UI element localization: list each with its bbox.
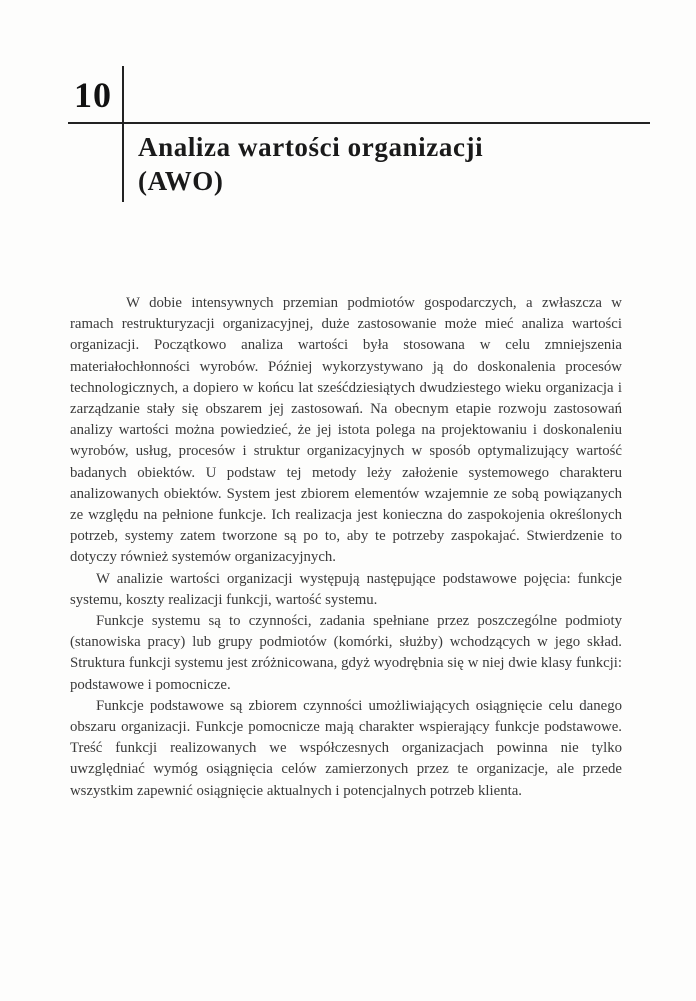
paragraph-2: W analizie wartości organizacji występują następujące podstawowe pojęcia: funkcje systemu, koszty realizacji funkcji, wartość systemu. [70,570,622,608]
chapter-title-line-1: Analiza wartości organizacji [138,132,484,162]
vertical-rule [122,66,124,202]
chapter-title-line-2: (AWO) [138,166,224,196]
paragraph-3: Funkcje systemu są to czynności, zadania spełniane przez poszczególne podmioty (stanowiska pracy) lub grupy podmiotów (komórki, służby) wchodzących w jego skład. Struktura funkcji systemu jest zróżnicowana, gdyż wyodrębnia się w niej dwie klasy funkcji: podstawowe i pomocnicze. [70,613,622,693]
body-text [70,293,622,802]
paragraph-1: W dobie intensywnych przemian podmiotów gospodarczych, a zwłaszcza w ramach restrukturyzacji organizacyjnej, duże zastosowanie może mieć analiza wartości organizacji. Początkowo analiza wartości była stosowana w celu zmniejszenia materiałochłonności wyrobów. Później wykorzystywano ją do doskonalenia procesów technologicznych, a dopiero w końcu lat sześćdziesiątych dwudziestego wieku organizacja i zarządzanie stały się obszarem jej zastosowań. Na obecnym etapie rozwoju zastosowań analizy wartości można powiedzieć, że jej istota polega na projektowaniu i doskonaleniu wyrobów, usług, procesów i struktur organizacyjnych w sposób optymalizujący wartość badanych obiektów. U podstaw tej metody leży założenie systemowego charakteru analizowanych obiektów. System jest zbiorem elementów wzajemnie ze sobą powiązanych ze względu na pełnione funkcje. Ich realizacja jest konieczna do zaspokojenia określonych potrzeb, systemy zatem tworzone są po to, aby te potrzeby zaspokajać. Stwierdzenie to dotyczy również systemów organizacyjnych. [70,295,622,566]
chapter-title [138,130,483,198]
chapter-number: 10 [74,75,112,115]
horizontal-rule [68,122,650,124]
paragraph-4: Funkcje podstawowe są zbiorem czynności umożliwiających osiągnięcie celu danego obszaru organizacji. Funkcje pomocnicze mają charakter wspierający funkcje podstawowe. Treść funkcji realizowanych we współczesnych organizacjach powinna nie tylko uwzględniać wymóg osiągnięcia celów zamierzonych przez te organizacje, ale przede wszystkim zapewnić osiągnięcie aktualnych i potencjalnych potrzeb klienta. [70,697,622,799]
